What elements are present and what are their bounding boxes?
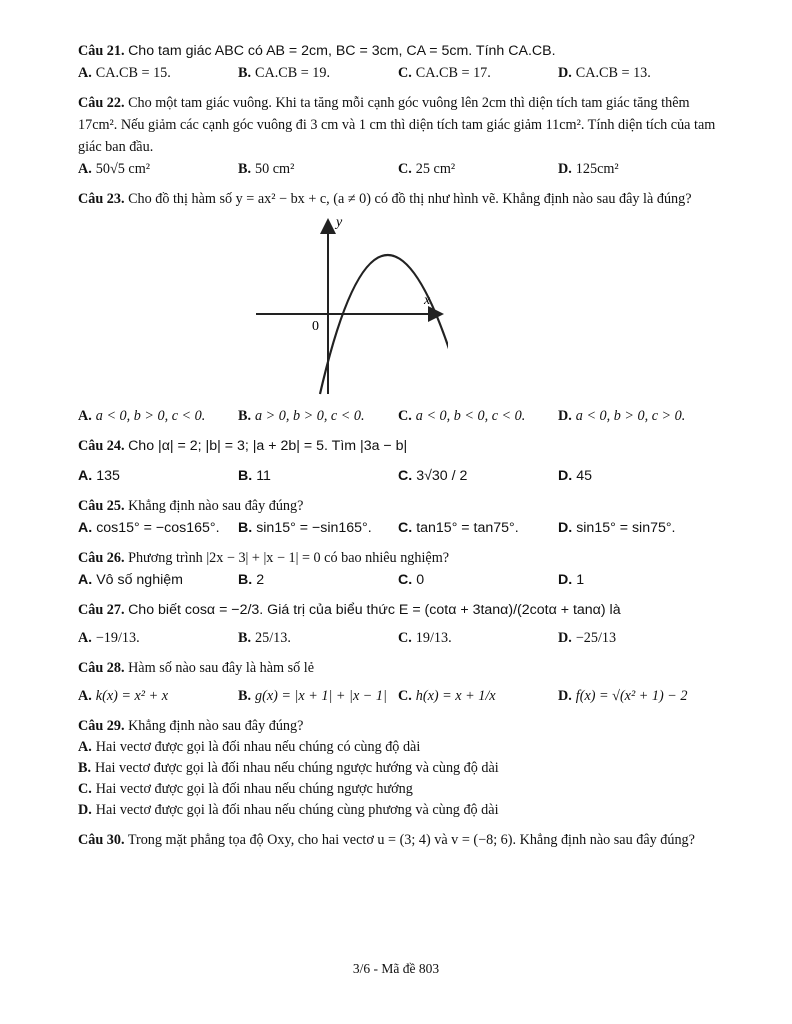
parabola-curve <box>320 255 448 394</box>
option-a[interactable]: A. 135 <box>78 468 120 484</box>
question-text: Trong mặt phẳng tọa độ Oxy, cho hai vectơ u = (3; 4) và v = (−8; 6). Khẳng định nào sau đây đúng? <box>127 832 695 848</box>
option-d[interactable]: D. Hai vectơ được gọi là đối nhau nếu chúng cùng phương và cùng độ dài <box>78 802 499 818</box>
option-b[interactable]: B. 2 <box>238 572 265 588</box>
options-row <box>78 62 718 84</box>
question-label: Câu 24. <box>78 438 125 454</box>
option-c[interactable]: C. 25 cm² <box>398 161 456 177</box>
option-b[interactable]: B. Hai vectơ được gọi là đối nhau nếu chúng ngược hướng và cùng độ dài <box>78 760 499 776</box>
options-row <box>78 685 718 707</box>
parabola-graph <box>248 216 448 396</box>
option-a[interactable]: A. Vô số nghiệm <box>78 572 183 588</box>
origin-label: 0 <box>312 319 319 334</box>
option-d[interactable]: D. CA.CB = 13. <box>558 65 651 81</box>
option-d[interactable]: D. −25/13 <box>558 630 617 646</box>
question-text: Khẳng định nào sau đây đúng? <box>128 498 304 514</box>
option-c[interactable]: C. 0 <box>398 572 425 588</box>
options-row <box>78 569 718 591</box>
question-label: Câu 30. <box>78 832 125 848</box>
question-27 <box>78 599 718 649</box>
question-text: Phương trình |2x − 3| + |x − 1| = 0 có bao nhiêu nghiệm? <box>128 550 450 566</box>
options-row <box>78 465 718 487</box>
option-a[interactable]: A. 50√5 cm² <box>78 161 150 177</box>
options-list <box>78 737 718 821</box>
question-25 <box>78 495 718 539</box>
question-text: Khẳng định nào sau đây đúng? <box>128 718 304 734</box>
question-label: Câu 28. <box>78 660 125 676</box>
option-b[interactable]: B. g(x) = |x + 1| + |x − 1| <box>238 688 387 704</box>
options-row <box>78 158 718 180</box>
option-c[interactable]: C. tan15° = tan75°. <box>398 520 519 536</box>
question-label: Câu 25. <box>78 498 125 514</box>
option-a[interactable]: A. cos15° = −cos165°. <box>78 520 220 536</box>
option-c[interactable]: C. 19/13. <box>398 630 452 646</box>
question-label: Câu 29. <box>78 718 125 734</box>
y-axis-label: y <box>336 216 343 230</box>
option-d[interactable]: D. sin15° = sin75°. <box>558 520 676 536</box>
option-b[interactable]: B. 11 <box>238 468 271 484</box>
option-a[interactable]: A. a < 0, b > 0, c < 0. <box>78 408 206 424</box>
question-26 <box>78 547 718 591</box>
question-label: Câu 27. <box>78 602 125 618</box>
option-c[interactable]: C. CA.CB = 17. <box>398 65 491 81</box>
question-text: Cho một tam giác vuông. Khi ta tăng mỗi cạnh góc vuông lên 2cm thì diện tích tam giác tăng thêm 17cm². Nếu giảm các cạnh góc vuông đi 3 cm và 1 cm thì diện tích tam giác giảm 11cm². Tính diện tích của tam giác ban đầu. <box>78 95 716 155</box>
question-label: Câu 23. <box>78 191 125 207</box>
page-footer: 3/6 - Mã đề 803 <box>352 961 440 976</box>
option-c[interactable]: C. a < 0, b < 0, c < 0. <box>398 408 526 424</box>
question-text: Cho |α| = 2; |b| = 3; |a + 2b| = 5. Tìm |3a − b| <box>128 438 408 454</box>
option-d[interactable]: D. f(x) = √(x² + 1) − 2 <box>558 688 688 704</box>
question-22 <box>78 92 718 180</box>
question-30 <box>78 829 718 851</box>
option-a[interactable]: A. k(x) = x² + x <box>78 688 169 704</box>
question-text: Cho biết cosα = −2/3. Giá trị của biểu thức E = (cotα + 3tanα)/(2cotα + tanα) là <box>128 602 621 618</box>
question-29 <box>78 715 718 821</box>
option-a[interactable]: A. Hai vectơ được gọi là đối nhau nếu chúng có cùng độ dài <box>78 739 421 755</box>
options-row <box>78 517 718 539</box>
question-text: Cho đồ thị hàm số y = ax² − bx + c, (a ≠ 0) có đồ thị như hình vẽ. Khẳng định nào sau đây là đúng? <box>128 191 692 207</box>
option-b[interactable]: B. 25/13. <box>238 630 291 646</box>
option-b[interactable]: B. CA.CB = 19. <box>238 65 331 81</box>
question-28 <box>78 657 718 707</box>
x-axis-label: x <box>424 293 431 308</box>
question-text: Cho tam giác ABC có AB = 2cm, BC = 3cm, CA = 5cm. Tính CA.CB. <box>128 43 556 59</box>
option-d[interactable]: D. a < 0, b > 0, c > 0. <box>558 408 686 424</box>
option-b[interactable]: B. a > 0, b > 0, c < 0. <box>238 408 365 424</box>
option-b[interactable]: B. sin15° = −sin165°. <box>238 520 372 536</box>
options-row <box>78 627 718 649</box>
option-d[interactable]: D. 1 <box>558 572 585 588</box>
question-label: Câu 22. <box>78 95 125 111</box>
question-text: Hàm số nào sau đây là hàm số lẻ <box>128 660 315 676</box>
question-21 <box>78 40 718 84</box>
question-24 <box>78 435 718 487</box>
option-d[interactable]: D. 45 <box>558 468 592 484</box>
exam-page <box>78 40 718 859</box>
option-a[interactable]: A. −19/13. <box>78 630 140 646</box>
question-label: Câu 26. <box>78 550 125 566</box>
option-b[interactable]: B. 50 cm² <box>238 161 295 177</box>
option-c[interactable]: C. Hai vectơ được gọi là đối nhau nếu chúng ngược hướng <box>78 781 413 797</box>
option-d[interactable]: D. 125cm² <box>558 161 619 177</box>
option-c[interactable]: C. h(x) = x + 1/x <box>398 688 496 704</box>
options-row <box>78 405 718 427</box>
question-label: Câu 21. <box>78 43 125 59</box>
option-c[interactable]: C. 3√30 / 2 <box>398 468 468 484</box>
option-a[interactable]: A. CA.CB = 15. <box>78 65 171 81</box>
question-23 <box>78 188 718 427</box>
